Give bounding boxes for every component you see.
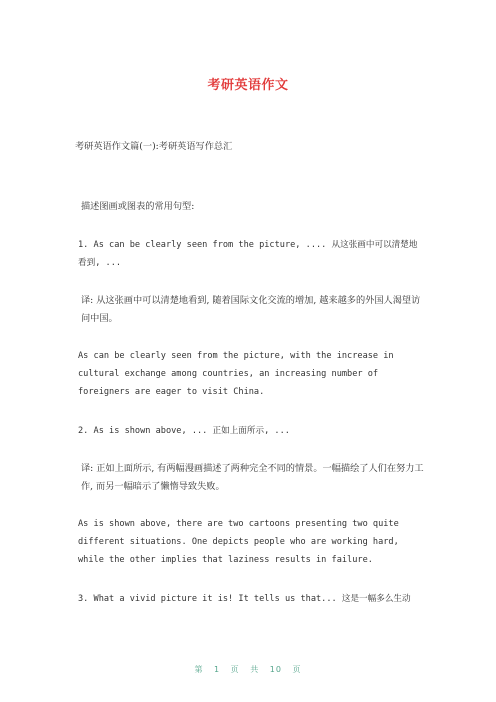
section-heading: 描述图画或图表的常用句型: bbox=[81, 201, 195, 212]
sentence-pattern-3: 3. What a vivid picture it is! It tells us that... 这是一幅多么生动 bbox=[78, 594, 411, 604]
page-title: 考研英语作文 bbox=[207, 78, 289, 93]
translation-2: 译: 正如上面所示, 有两幅漫画描述了两种完全不同的情景。一幅描绘了人们在努力工作, 而另一幅暗示了懒惰导致失败。 bbox=[81, 463, 424, 492]
translation-1: 译: 从这张画中可以清楚地看到, 随着国际文化交流的增加, 越来越多的外国人渴望访问中国。 bbox=[81, 295, 421, 324]
example-sentence-2: As is shown above, there are two cartoons presenting two quite different situations. One depicts people who are working hard, while the other implies that laziness results in failure. bbox=[78, 519, 399, 565]
sentence-pattern-2: 2. As is shown above, ... 正如上面所示, ... bbox=[78, 426, 290, 436]
sentence-pattern-1: 1. As can be clearly seen from the picture, .... 从这张画中可以清楚地看到, ... bbox=[78, 240, 418, 268]
example-sentence-1: As can be clearly seen from the picture, with the increase in cultural exchange among countries, an increasing number of foreigners are eager to visit China. bbox=[78, 351, 394, 397]
article-heading: 考研英语作文篇(一):考研英语写作总汇 bbox=[75, 141, 233, 152]
page-footer: 第 1 页 共 10 页 bbox=[194, 665, 302, 674]
